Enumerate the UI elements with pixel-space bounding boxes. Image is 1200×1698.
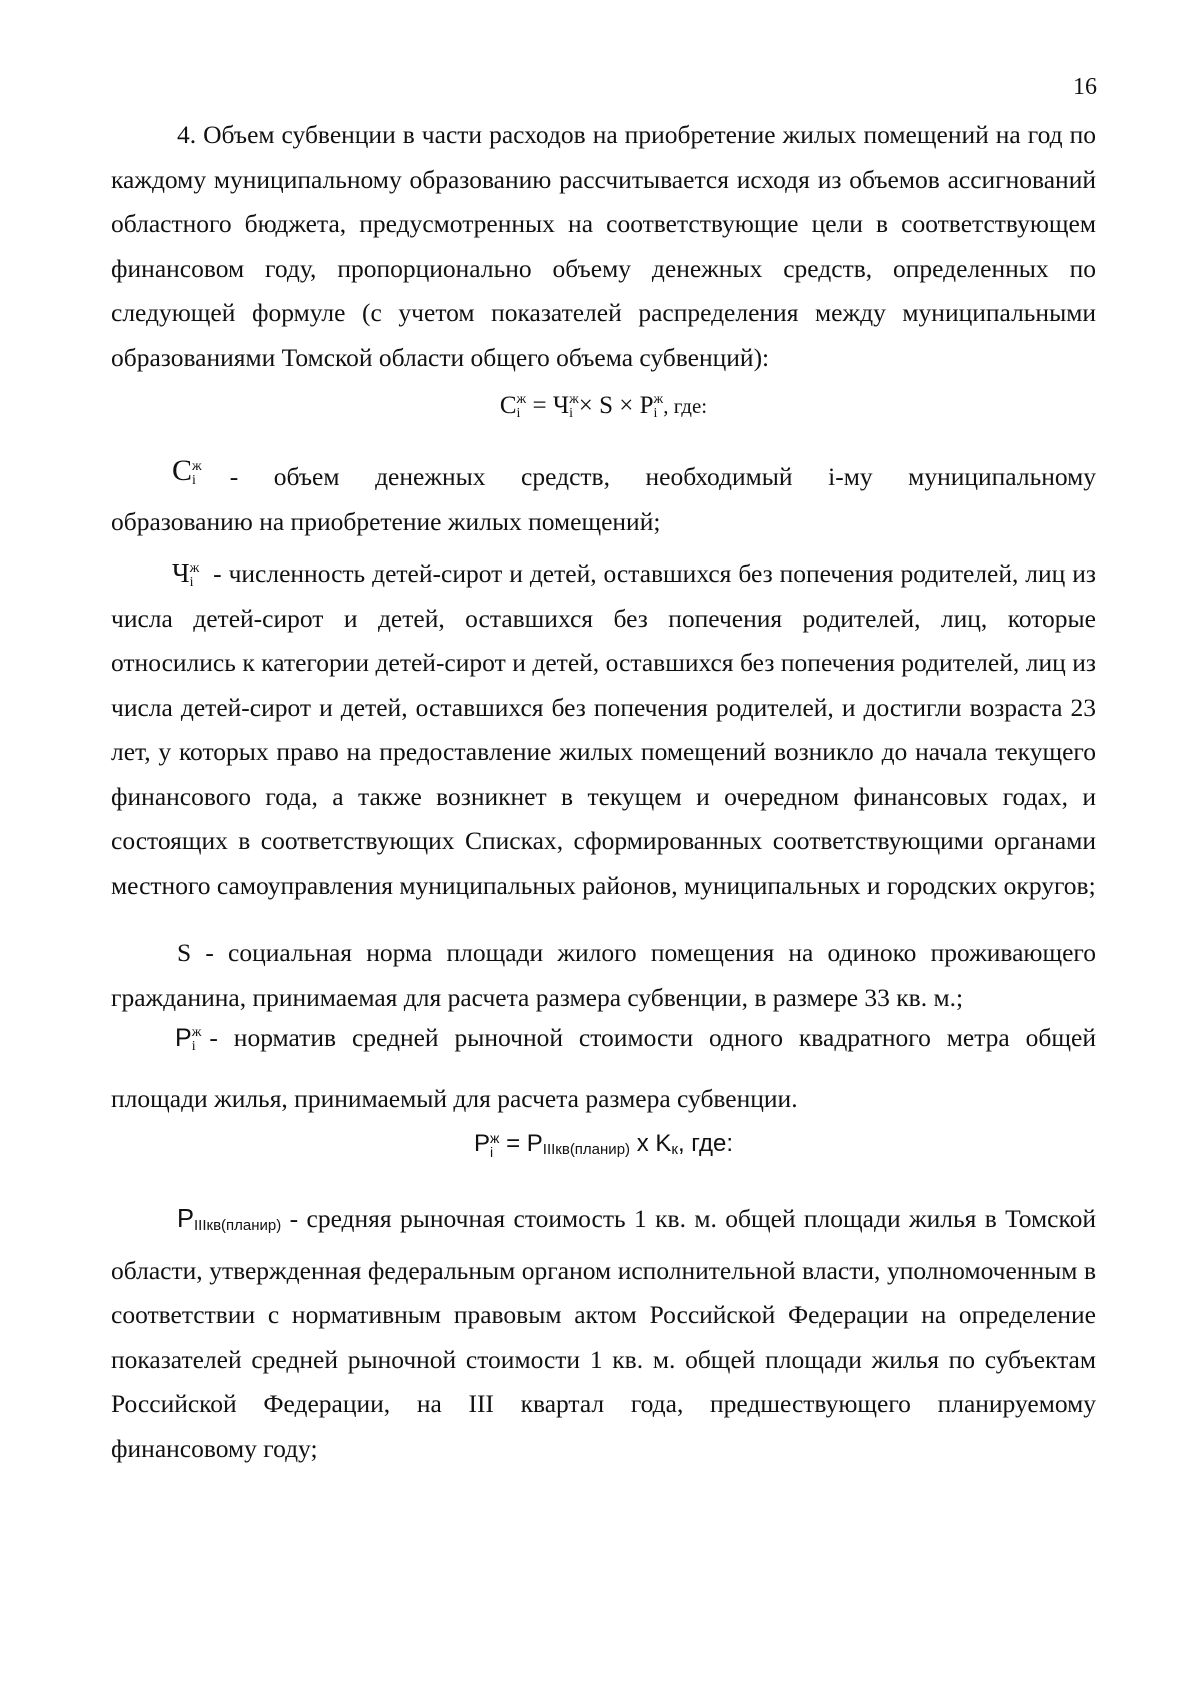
formula1-p-scripts bbox=[654, 393, 664, 421]
formula1-suffix: , где: bbox=[663, 394, 708, 418]
def-p-symbol-wrap bbox=[175, 1016, 201, 1061]
def-ch-sup: ж bbox=[189, 561, 200, 577]
formula1-s-times: × S × bbox=[578, 392, 640, 419]
formula1-c-sup: ж bbox=[516, 392, 527, 408]
def-s bbox=[111, 931, 1096, 1020]
formula1-p-sub: i bbox=[653, 406, 658, 422]
def-ch bbox=[111, 551, 1096, 908]
def-c-line1 bbox=[111, 455, 1096, 500]
def-p-scripts bbox=[192, 1026, 202, 1054]
def-s-text: S - социальная норма площади жилого помещения на одиноко проживающего гражданина, принимаемая для расчета размера субвенции, в размере 33 кв. м.; bbox=[111, 938, 1096, 1012]
def-ch-scripts bbox=[190, 562, 200, 590]
def-pr-sub: IIIкв(планир) bbox=[194, 1217, 282, 1234]
def-pr-symbol: P bbox=[177, 1205, 195, 1233]
def-ch-paragraph bbox=[111, 551, 1096, 908]
formula1-ch: Ч bbox=[552, 392, 570, 419]
formula-2 bbox=[111, 1130, 1096, 1159]
formula1-p-sup: ж bbox=[653, 392, 664, 408]
def-pr-paragraph bbox=[111, 1197, 1096, 1471]
def-pr bbox=[111, 1197, 1096, 1471]
def-c-symbol: C bbox=[172, 454, 193, 487]
formula1-eq: = bbox=[526, 392, 553, 419]
def-ch-symbol: Ч bbox=[172, 558, 190, 588]
formula2-p-sub: i bbox=[490, 1143, 494, 1160]
formula2-x: x bbox=[630, 1130, 656, 1157]
formula-1 bbox=[111, 392, 1096, 421]
def-c-symbol-wrap bbox=[172, 449, 202, 495]
def-p-line1 bbox=[111, 1016, 1096, 1061]
formula1-ch-sup: ж bbox=[569, 392, 579, 408]
formula2-suffix: , где: bbox=[677, 1130, 733, 1157]
page-number: 16 bbox=[1073, 74, 1097, 100]
formula1-ch-sub: i bbox=[569, 406, 573, 422]
def-c-text-rest: образованию на приобретение жилых помещений; bbox=[111, 506, 661, 536]
def-ch-text: - численность детей-сирот и детей, оставшихся без попечения родителей, лиц из числа детей-сирот и детей, оставшихся без попечения родителей, лиц, которые относились к категории детей-сирот и детей, оставшихся без попечения родителей, лиц из числа детей-сирот и детей, оставшихся без попечения родителей, и достигли возраста 23 лет, у которых право на предоставление жилых помещений возникло до начала текущего финансового года, а также возникнет в текущем и очередном финансовых годах, и состоящих в соответствующих Списках, сформированных соответствующими органами местного самоуправления муниципальных районов, муниципальных и городских округов; bbox=[111, 559, 1096, 900]
intro-text: 4. Объем субвенции в части расходов на приобретение жилых помещений на год по каждому муниципальному образованию рассчитывается исходя из объемов ассигнований областного бюджета, предусмотренных на соответствующие цели в соответствующем финансовом году, пропорционально объему денежных средств, определенных по следующей формуле (с учетом показателей распределения между муниципальными образованиями Томской области общего объема субвенций): bbox=[111, 120, 1096, 372]
formula1-c: C bbox=[499, 392, 517, 419]
def-c-sub: i bbox=[192, 473, 196, 489]
formula2-p-sup: ж bbox=[490, 1129, 500, 1146]
formula1-c-sub: i bbox=[516, 406, 521, 422]
formula1-ch-scripts bbox=[569, 393, 579, 421]
def-c-scripts bbox=[192, 460, 202, 488]
formula2-p: P bbox=[474, 1130, 491, 1157]
formula2-eq: = bbox=[499, 1130, 527, 1157]
def-c bbox=[111, 455, 1096, 544]
def-p bbox=[111, 1016, 1096, 1121]
def-p-sup: ж bbox=[191, 1025, 202, 1041]
paragraph-intro bbox=[111, 113, 1096, 380]
def-p-text-line2: площади жилья, принимаемый для расчета размера субвенции. bbox=[111, 1083, 798, 1113]
def-c-text-line1: - объем денежных средств, необходимый i-му муниципальному bbox=[229, 462, 1096, 491]
formula2-k: K bbox=[655, 1130, 672, 1157]
formula2-p-scripts bbox=[490, 1131, 499, 1159]
formula2-k-sub: к bbox=[671, 1141, 678, 1158]
formula2-pr: P bbox=[526, 1130, 543, 1157]
def-p-text-line1: - норматив средней рыночной стоимости одного квадратного метра общей bbox=[209, 1023, 1096, 1052]
formula1-c-scripts bbox=[517, 393, 527, 421]
def-pr-text: - средняя рыночная стоимость 1 кв. м. общей площади жилья в Томской области, утвержденная федеральным органом исполнительной власти, уполномоченным в соответствии с нормативным правовым актом Российской Федерации на определение показателей средней рыночной стоимости 1 кв. м. общей площади жилья по субъектам Российской Федерации, на III квартал года, предшествующего планируемому финансовому году; bbox=[111, 1204, 1096, 1463]
formula1-p: P bbox=[639, 392, 654, 419]
def-p-symbol: P bbox=[175, 1024, 192, 1052]
def-c-sup: ж bbox=[192, 459, 202, 475]
formula2-pr-sub: IIIкв(планир) bbox=[542, 1141, 631, 1158]
def-ch-sub: i bbox=[189, 575, 194, 591]
def-p-sub: i bbox=[191, 1039, 196, 1055]
